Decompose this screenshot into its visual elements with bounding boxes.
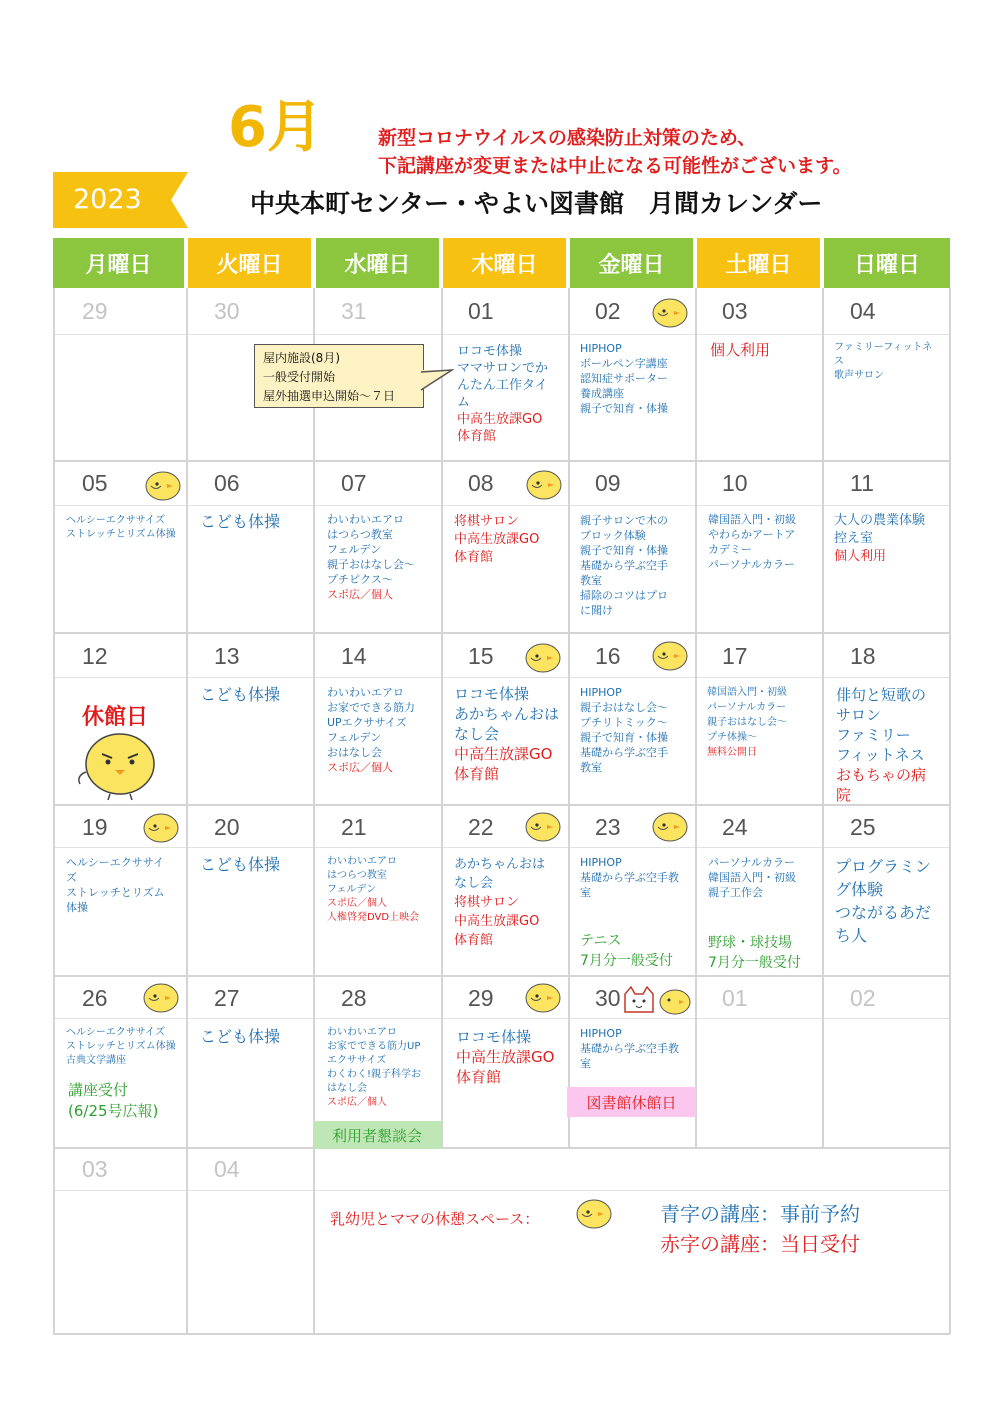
event-item: ヘルシーエクササイ bbox=[66, 856, 164, 869]
event-item: UPエクササイズ bbox=[327, 716, 407, 729]
event-item: カデミー bbox=[708, 543, 752, 556]
event-item: お家でできる筋力 bbox=[327, 701, 415, 714]
chick-icon bbox=[141, 808, 181, 844]
day-events-20 bbox=[200, 855, 280, 875]
date-number: 09 bbox=[595, 470, 621, 496]
event-item: んたん工作タイ bbox=[457, 378, 548, 393]
event-item: 掃除のコツはプロ bbox=[580, 589, 668, 602]
event-item: 基礎から学ぶ空手 bbox=[580, 746, 668, 759]
event-item: 無料公開日 bbox=[707, 747, 757, 758]
date-number: 04 bbox=[214, 1156, 240, 1182]
event-item: ブロック体験 bbox=[580, 529, 646, 542]
day-events-13 bbox=[200, 685, 280, 705]
event-item: あかちゃんおは bbox=[454, 857, 546, 872]
event-item: わいわいエアロ bbox=[327, 513, 404, 526]
day-events-15 bbox=[454, 684, 559, 784]
day-events-30 bbox=[580, 1026, 679, 1071]
library-closed-tag: 図書館休館日 bbox=[567, 1087, 696, 1117]
event-item: スポ広／個人 bbox=[327, 898, 387, 909]
month-label: 6月 bbox=[228, 95, 323, 160]
event-item: 養成講座 bbox=[580, 387, 624, 400]
weekday-header-fri: 金曜日 bbox=[570, 238, 693, 288]
callout-line: 屋外抽選申込開始～７日 bbox=[263, 389, 396, 403]
event-item: こども体操 bbox=[200, 685, 281, 704]
grid-line bbox=[695, 288, 697, 1148]
year-label: 2023 bbox=[73, 184, 142, 215]
event-item: わいわいエアロ bbox=[327, 686, 404, 699]
event-item: フェルデン bbox=[327, 731, 382, 744]
chick-icon bbox=[143, 466, 183, 502]
day-events-26 bbox=[66, 1026, 176, 1068]
day-events-27 bbox=[200, 1027, 280, 1047]
event-item: 控え室 bbox=[834, 531, 874, 546]
chick-icon bbox=[523, 807, 563, 843]
event-item: HIPHOP bbox=[580, 1027, 622, 1040]
event-item: ズ bbox=[66, 871, 77, 884]
date-number: 11 bbox=[850, 470, 874, 496]
event-item: はつらつ教室 bbox=[327, 870, 387, 881]
day-events-04 bbox=[834, 341, 932, 383]
event-item: おもちゃの病 bbox=[836, 766, 927, 784]
event-item: 基礎から学ぶ空手教 bbox=[580, 871, 679, 884]
date-number: 12 bbox=[82, 643, 108, 669]
reservation-callout bbox=[254, 344, 424, 408]
day-events-22 bbox=[454, 855, 545, 950]
event-item: 7月分一般受付 bbox=[708, 955, 801, 971]
notice-line-1: 新型コロナウイルスの感染防止対策のため、 bbox=[378, 127, 757, 149]
date-number: 30 bbox=[214, 298, 240, 324]
event-item: 室 bbox=[580, 886, 591, 899]
event-item: 韓国語入門・初級 bbox=[708, 513, 796, 526]
event-item: 中高生放課GO bbox=[457, 412, 543, 427]
grid-line bbox=[822, 288, 824, 1148]
event-item: HIPHOP bbox=[580, 342, 622, 355]
event-item: パーソナルカラー bbox=[708, 856, 796, 869]
date-number: 28 bbox=[341, 985, 367, 1011]
event-item: わくわく!親子科学お bbox=[327, 1069, 422, 1080]
grid-line bbox=[313, 288, 315, 1334]
day-events-01 bbox=[457, 343, 548, 445]
event-item: こども体操 bbox=[200, 512, 281, 531]
event-item: 親子おはなし会～ bbox=[707, 717, 787, 728]
date-number: 25 bbox=[850, 814, 876, 840]
date-number: 03 bbox=[82, 1156, 108, 1182]
date-number: 31 bbox=[341, 298, 367, 324]
day-events-16 bbox=[580, 685, 668, 775]
closed-day-label: 休館日 bbox=[82, 705, 149, 730]
date-number: 13 bbox=[214, 643, 240, 669]
date-number: 29 bbox=[82, 298, 108, 324]
event-item: ファミリーフィットネ bbox=[834, 342, 933, 353]
chick-icon bbox=[650, 807, 690, 843]
event-item: はなし会 bbox=[327, 1083, 367, 1094]
event-item: グ体験 bbox=[835, 880, 884, 899]
event-item: 親子で知育・体操 bbox=[580, 402, 668, 415]
chick-icon bbox=[523, 978, 563, 1014]
day-events-18 bbox=[836, 685, 926, 805]
event-item: スポ広／個人 bbox=[327, 588, 393, 601]
day-events-09 bbox=[580, 513, 668, 618]
date-number: 14 bbox=[341, 643, 367, 669]
event-item: スポ広／個人 bbox=[327, 1097, 387, 1108]
day-events-10 bbox=[708, 512, 796, 572]
event-item: 中高生放課GO bbox=[456, 1048, 555, 1066]
date-number: 29 bbox=[468, 985, 494, 1011]
grid-line bbox=[949, 288, 951, 1334]
event-item: ヘルシーエクササイズ bbox=[66, 1027, 165, 1038]
grid-line bbox=[568, 288, 570, 1148]
event-item: 基礎から学ぶ空手教 bbox=[580, 1042, 679, 1055]
date-number: 15 bbox=[468, 643, 494, 669]
event-item: 体育館 bbox=[454, 550, 494, 565]
year-badge bbox=[53, 172, 188, 228]
date-number: 20 bbox=[214, 814, 240, 840]
weekday-header-mon: 月曜日 bbox=[53, 238, 184, 288]
day-events-24 bbox=[708, 855, 796, 900]
chick-icon bbox=[574, 1194, 614, 1230]
day-events-11 bbox=[834, 512, 925, 566]
grid-line bbox=[53, 288, 55, 1334]
event-item: 院 bbox=[836, 786, 852, 804]
event-item: 親子工作会 bbox=[708, 886, 763, 899]
event-item: 体育館 bbox=[457, 429, 497, 444]
event-item: 将棋サロン bbox=[454, 895, 520, 910]
event-item: おはなし会 bbox=[327, 746, 382, 759]
weekday-header-sat: 土曜日 bbox=[697, 238, 820, 288]
event-item: 親子サロンで木の bbox=[580, 514, 668, 527]
event-item: 個人利用 bbox=[710, 341, 771, 359]
event-item: 7月分一般受付 bbox=[580, 953, 673, 969]
day-events-06 bbox=[200, 512, 280, 532]
event-item: フェルデン bbox=[327, 884, 377, 895]
event-item: 人権啓発DVD上映会 bbox=[327, 912, 420, 923]
date-number: 24 bbox=[722, 814, 748, 840]
date-number: 10 bbox=[722, 470, 748, 496]
event-item: フェルデン bbox=[327, 543, 382, 556]
legend-red-text: 赤字の講座：当日受付 bbox=[660, 1232, 860, 1256]
date-number: 02 bbox=[850, 985, 876, 1011]
day-events-29 bbox=[456, 1027, 554, 1087]
event-item: ボールペン字講座 bbox=[580, 357, 668, 370]
date-number: 03 bbox=[722, 298, 748, 324]
day-events-17 bbox=[707, 685, 787, 760]
event-item: プチピクス～ bbox=[327, 573, 393, 586]
event-item: ロコモ体操 bbox=[457, 344, 523, 359]
chick-icon bbox=[524, 465, 564, 501]
legend-blue-text: 青字の講座：事前予約 bbox=[660, 1202, 860, 1226]
day-events-05 bbox=[66, 514, 176, 542]
event-item: 室 bbox=[580, 1057, 591, 1070]
day-events-23-green bbox=[580, 931, 673, 971]
event-item: 基礎から学ぶ空手 bbox=[580, 559, 668, 572]
event-item: 野球・球技場 bbox=[708, 935, 792, 951]
event-item: HIPHOP bbox=[580, 856, 622, 869]
date-number: 17 bbox=[722, 643, 748, 669]
date-number: 23 bbox=[595, 814, 621, 840]
chick-icon bbox=[141, 978, 181, 1014]
date-number: 21 bbox=[341, 814, 367, 840]
event-item: (6/25号広報) bbox=[68, 1102, 159, 1120]
event-item: ロコモ体操 bbox=[454, 685, 530, 703]
event-item: 韓国語入門・初級 bbox=[708, 871, 796, 884]
event-item: サロン bbox=[836, 706, 882, 724]
day-events-28 bbox=[327, 1026, 421, 1110]
event-item: 体育館 bbox=[456, 1068, 502, 1086]
day-events-26-green bbox=[68, 1080, 158, 1122]
event-item: 認知症サポーター bbox=[580, 372, 668, 385]
event-item: プチリトミック～ bbox=[580, 716, 668, 729]
event-item: なし会 bbox=[454, 876, 494, 891]
date-number: 01 bbox=[722, 985, 748, 1011]
event-item: 講座受付 bbox=[68, 1081, 129, 1099]
event-item: 親子で知育・体操 bbox=[580, 731, 668, 744]
date-number: 22 bbox=[468, 814, 494, 840]
grid-line bbox=[186, 288, 188, 1334]
event-item: 歌声サロン bbox=[834, 370, 884, 381]
event-item: 将棋サロン bbox=[454, 514, 520, 529]
event-item: フィットネス bbox=[836, 746, 925, 764]
event-item: 古典文学講座 bbox=[66, 1055, 126, 1066]
event-item: HIPHOP bbox=[580, 686, 622, 699]
event-item: ヘルシーエクササイズ bbox=[66, 515, 165, 526]
event-item: わいわいエアロ bbox=[327, 856, 397, 867]
event-item: 個人利用 bbox=[834, 549, 887, 564]
chick-icon bbox=[523, 638, 563, 674]
event-item: パーソナルカラー bbox=[708, 558, 796, 571]
day-events-24-green bbox=[708, 933, 801, 973]
chick-icon bbox=[657, 984, 693, 1016]
event-item: こども体操 bbox=[200, 1027, 281, 1046]
chick-icon bbox=[650, 293, 690, 329]
chick-large-icon bbox=[72, 722, 164, 802]
event-item: 体育館 bbox=[454, 765, 500, 783]
weekday-header-wed: 水曜日 bbox=[316, 238, 439, 288]
date-number: 08 bbox=[468, 470, 494, 496]
event-item: ストレッチとリズム体操 bbox=[66, 1041, 176, 1052]
user-meeting-tag: 利用者懇談会 bbox=[313, 1121, 441, 1149]
event-item: ス bbox=[834, 356, 844, 367]
grid-line bbox=[441, 288, 443, 1148]
callout-line: 屋内施設(8月) bbox=[263, 351, 340, 365]
date-number: 04 bbox=[850, 298, 876, 324]
day-events-25 bbox=[835, 855, 931, 947]
weekday-header-tue: 火曜日 bbox=[188, 238, 311, 288]
event-item: お家でできる筋力UP bbox=[327, 1041, 421, 1052]
event-item: わいわいエアロ bbox=[327, 1027, 397, 1038]
event-item: ち人 bbox=[835, 926, 868, 945]
date-number: 18 bbox=[850, 643, 876, 669]
day-events-03 bbox=[710, 340, 770, 360]
date-number: 01 bbox=[468, 298, 494, 324]
event-item: 教室 bbox=[580, 574, 602, 587]
day-events-21 bbox=[327, 855, 419, 925]
event-item: やわらかアートア bbox=[708, 528, 796, 541]
event-item: ム bbox=[457, 395, 471, 410]
date-number: 19 bbox=[82, 814, 108, 840]
rest-space-legend: 乳幼児とママの休憩スペース： bbox=[330, 1210, 540, 1228]
event-item: 韓国語入門・初級 bbox=[707, 687, 787, 698]
event-item: 親子で知育・体操 bbox=[580, 544, 668, 557]
date-number: 30 bbox=[595, 985, 621, 1011]
callout-tail-shape bbox=[420, 368, 454, 398]
weekday-header-sun: 日曜日 bbox=[824, 238, 950, 288]
chick-icon bbox=[650, 636, 690, 672]
notice-line-2: 下記講座が変更または中止になる可能性がございます。 bbox=[378, 155, 852, 177]
weekday-header-thu: 木曜日 bbox=[443, 238, 566, 288]
event-item: テニス bbox=[580, 933, 622, 949]
event-item: 中高生放課GO bbox=[454, 532, 540, 547]
event-item: なし会 bbox=[454, 725, 500, 743]
event-item: プチ体操～ bbox=[707, 732, 757, 743]
day-events-08 bbox=[454, 513, 539, 567]
event-item: 中高生放課GO bbox=[454, 745, 553, 763]
event-item: パーソナルカラー bbox=[707, 702, 787, 713]
event-item: スポ広／個人 bbox=[327, 761, 393, 774]
date-number: 27 bbox=[214, 985, 240, 1011]
event-item: プログラミン bbox=[835, 857, 932, 876]
day-events-14 bbox=[327, 685, 415, 775]
event-item: ファミリー bbox=[836, 726, 911, 744]
event-item: に聞け bbox=[580, 604, 613, 617]
event-item: エクササイズ bbox=[327, 1055, 387, 1066]
day-events-19 bbox=[66, 855, 165, 915]
event-item: ストレッチとリズム体操 bbox=[66, 529, 176, 540]
date-number: 02 bbox=[595, 298, 621, 324]
event-item: 親子おはなし会～ bbox=[580, 701, 668, 714]
notice-text bbox=[378, 124, 851, 180]
date-number: 07 bbox=[341, 470, 367, 496]
event-item: はつらつ教室 bbox=[327, 528, 393, 541]
day-events-02 bbox=[580, 341, 668, 416]
event-item: 俳句と短歌の bbox=[836, 686, 927, 704]
event-item: 教室 bbox=[580, 761, 602, 774]
event-item: ママサロンでか bbox=[457, 361, 549, 376]
date-number: 05 bbox=[82, 470, 108, 496]
event-item: あかちゃんおは bbox=[454, 705, 560, 723]
event-item: 体操 bbox=[66, 901, 88, 914]
cat-icon bbox=[621, 984, 657, 1014]
day-events-07 bbox=[327, 512, 415, 602]
date-number: 26 bbox=[82, 985, 108, 1011]
page-title: 中央本町センター・やよい図書館 月間カレンダー bbox=[250, 189, 823, 218]
day-events-23 bbox=[580, 855, 679, 900]
event-item: つながるあだ bbox=[835, 903, 932, 922]
callout-line: 一般受付開始 bbox=[263, 370, 336, 384]
event-item: ストレッチとリズム bbox=[66, 886, 165, 899]
event-item: 大人の農業体験 bbox=[834, 513, 926, 528]
event-item: 体育館 bbox=[454, 933, 494, 948]
event-item: こども体操 bbox=[200, 855, 281, 874]
event-item: ロコモ体操 bbox=[456, 1028, 532, 1046]
date-number: 06 bbox=[214, 470, 240, 496]
date-number: 16 bbox=[595, 643, 621, 669]
event-item: 親子おはなし会～ bbox=[327, 558, 415, 571]
event-item: 中高生放課GO bbox=[454, 914, 540, 929]
